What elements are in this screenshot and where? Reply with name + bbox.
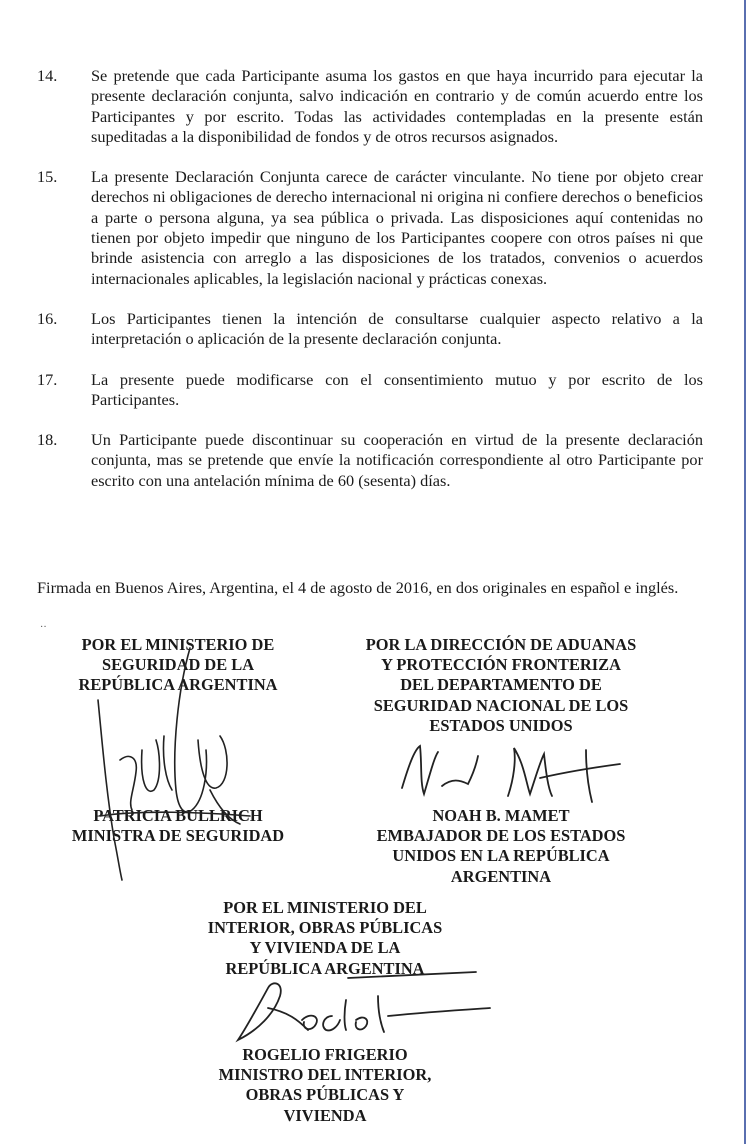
signing-statement: Firmada en Buenos Aires, Argentina, el 4 de agosto de 2016, en dos originales en español e inglés. — [37, 578, 679, 597]
signatory-name: PATRICIA BULLRICH — [93, 806, 263, 825]
signatory-title: UNIDOS EN LA REPÚBLICA — [392, 846, 610, 866]
signature-mamet — [390, 738, 630, 818]
clause-text: Se pretende que cada Participante asuma los gastos en que haya incurrido para ejecutar la presente declaración conjunta, salvo indicación en contrario y de común acuerdo entre los Participantes y por escrito. Todas las actividades contempladas en la presente están supeditadas a la disponibilidad de fondos y de otros recursos asignados. — [91, 66, 703, 146]
heading-line: DEL DEPARTAMENTO DE — [400, 675, 602, 695]
clause-list — [37, 66, 703, 511]
signatory-interior-name-block — [160, 1045, 490, 1126]
clause-number: 15. — [37, 167, 58, 187]
heading-line: REPÚBLICA ARGENTINA — [78, 675, 278, 695]
heading-line: Y VIVIENDA DE LA — [249, 938, 401, 958]
signatory-title: ARGENTINA — [450, 866, 552, 886]
clause-18 — [37, 430, 703, 491]
heading-line: INTERIOR, OBRAS PÚBLICAS — [207, 918, 443, 938]
signatory-title: OBRAS PÚBLICAS Y — [245, 1085, 405, 1105]
heading-line: POR EL MINISTERIO DEL — [223, 898, 427, 917]
clause-14 — [37, 66, 703, 147]
signatory-cbp-heading — [326, 635, 676, 736]
heading-line: POR EL MINISTERIO DE — [81, 635, 275, 654]
heading-line: SEGURIDAD NACIONAL DE LOS — [373, 695, 629, 715]
clause-number: 17. — [37, 369, 58, 389]
signatory-title: MINISTRO DEL INTERIOR, — [218, 1065, 432, 1085]
heading-line: REPÚBLICA ARGENTINA — [225, 958, 425, 978]
clause-text: Los Participantes tienen la intención de consultarse cualquier aspecto relativo a la interpretación o aplicación de la presente declaración conjunta. — [91, 308, 703, 349]
signatory-title: MINISTRA DE SEGURIDAD — [71, 826, 285, 846]
signature-bullrich — [80, 640, 260, 890]
heading-line: POR LA DIRECCIÓN DE ADUANAS — [365, 635, 637, 654]
clause-15 — [37, 167, 703, 289]
clause-text: La presente puede modificarse con el consentimiento mutuo y por escrito de los Participantes. — [91, 369, 703, 409]
clause-text: Un Participante puede discontinuar su cooperación en virtud de la presente declaración conjunta, mas se pretende que envíe la notificación correspondiente al otro Participante por escrito con una antelación mínima de 60 (sesenta) días. — [91, 430, 703, 490]
clause-number: 14. — [37, 66, 58, 85]
stray-mark: ·· — [40, 622, 47, 633]
clause-number: 18. — [37, 430, 58, 450]
clause-text: La presente Declaración Conjunta carece de carácter vinculante. No tiene por objeto crear derechos ni obligaciones de derecho internacional ni origina ni confiere derechos o beneficios a parte o persona alguna, ya sea pública o privada. Las disposiciones aquí contenidas no tienen por objeto impedir que ninguno de los Participantes coopere con otros países ni que brinde asistencia con arreglo a las disposiciones de los tratados, convenios o acuerdos internacionales aplicables, la legislación nacional y prácticas conexas. — [91, 167, 703, 288]
heading-line: SEGURIDAD DE LA — [101, 655, 255, 675]
clause-17 — [37, 370, 703, 411]
heading-line: ESTADOS UNIDOS — [429, 715, 573, 735]
clause-16 — [37, 309, 703, 350]
signatory-name: NOAH B. MAMET — [432, 806, 570, 825]
page-edge-rule — [744, 0, 746, 1144]
signatory-cbp-name-block — [326, 806, 676, 887]
heading-line: Y PROTECCIÓN FRONTERIZA — [381, 655, 621, 675]
clause-number: 16. — [37, 308, 58, 328]
signature-frigerio — [228, 960, 498, 1050]
signatory-name: ROGELIO FRIGERIO — [242, 1045, 408, 1064]
signatory-title: EMBAJADOR DE LOS ESTADOS — [376, 826, 626, 846]
signatory-title: VIVIENDA — [283, 1105, 367, 1125]
